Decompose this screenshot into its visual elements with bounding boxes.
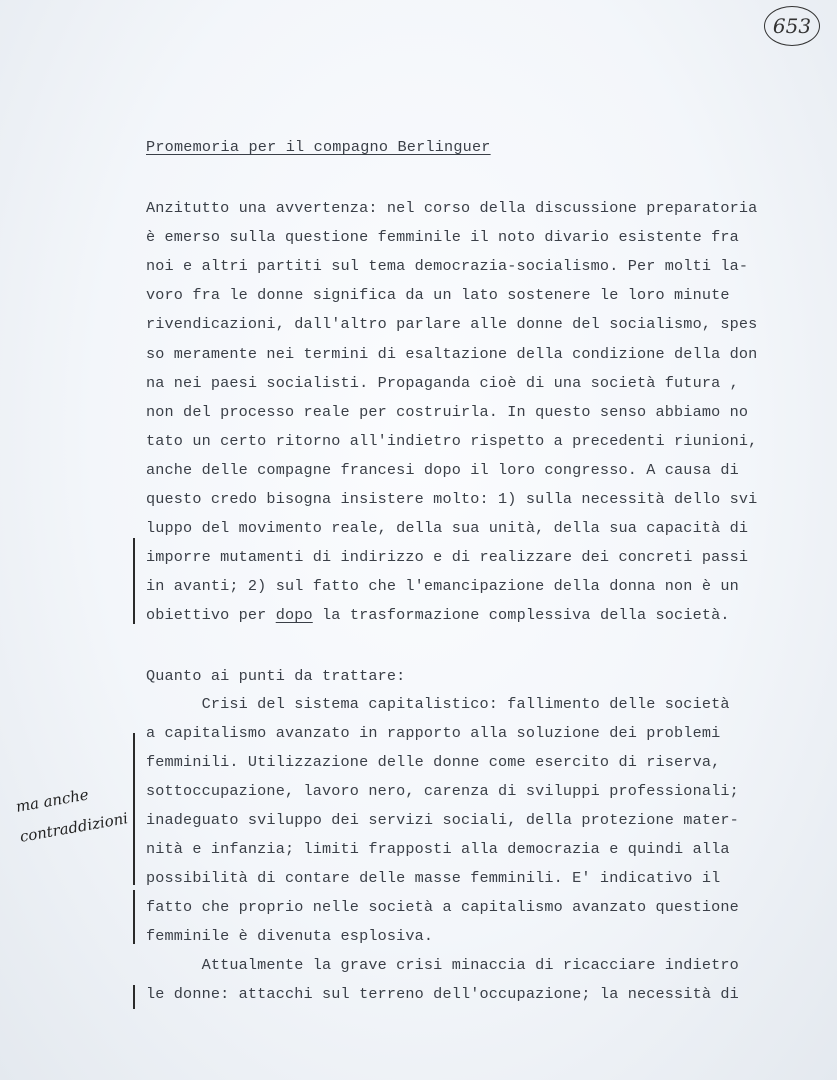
paragraph1-line-8: non del processo reale per costruirla. In questo senso abbiamo no: [146, 402, 749, 421]
paragraph1-line-3: noi e altri partiti sul tema democrazia-socialismo. Per molti la-: [146, 257, 749, 276]
margin-mark-4: [133, 985, 135, 1009]
paragraph1-line-10: anche delle compagne francesi dopo il loro congresso. A causa di: [146, 460, 739, 479]
paragraph1-line-6: so meramente nei termini di esaltazione della condizione della don: [146, 344, 758, 363]
paragraph1-line-2: è emerso sulla questione femminile il noto divario esistente fra: [146, 228, 739, 247]
paragraph1-line-11: questo credo bisogna insistere molto: 1) sulla necessità dello svi: [146, 490, 758, 508]
paragraph1-line-1: Anzitutto una avvertenza: nel corso della discussione preparatoria: [146, 199, 758, 217]
paragraph2-line-9: femminile è divenuta esplosiva.: [146, 927, 434, 945]
paragraph3-line-1: Attualmente la grave crisi minaccia di ricacciare indietro: [146, 956, 739, 974]
section-heading-line-1: Quanto ai punti da trattare:: [146, 667, 406, 685]
paragraph1-line-4: voro fra le donne significa da un lato sostenere le loro minute: [146, 286, 730, 305]
handwritten-note-line-1: ma anche: [14, 785, 90, 816]
paragraph1-line-7: na nei paesi socialisti. Propaganda cioè di una società futura ,: [146, 373, 739, 392]
margin-mark-3: [133, 890, 135, 944]
paragraph2-line-8: fatto che proprio nelle società a capitalismo avanzato questione: [146, 898, 739, 916]
paragraph2-line-3: femminili. Utilizzazione delle donne come esercito di riserva,: [146, 753, 721, 771]
page-number-stamp: 653: [764, 6, 820, 46]
page-title: Promemoria per il compagno Berlinguer: [146, 138, 491, 156]
paragraph2-line-2: a capitalismo avanzato in rapporto alla soluzione dei problemi: [146, 724, 721, 742]
margin-mark-1: [133, 538, 135, 624]
paragraph1-line-9: tato un certo ritorno all'indietro rispetto a precedenti riunioni,: [146, 431, 758, 450]
paragraph1-line-5: rivendicazioni, dall'altro parlare alle donne del socialismo, spes: [146, 315, 758, 334]
paragraph2-line-1: Crisi del sistema capitalistico: fallimento delle società: [146, 695, 730, 713]
paragraph1-line-14: in avanti; 2) sul fatto che l'emancipazione della donna non è un: [146, 577, 739, 596]
paragraph2-line-7: possibilità di contare delle masse femminili. E' indicativo il: [146, 869, 721, 887]
paragraph1-line-15: obiettivo per dopo la trasformazione complessiva della società.: [146, 606, 730, 625]
paragraph1-line-13: imporre mutamenti di indirizzo e di realizzare dei concreti passi: [146, 548, 749, 567]
handwritten-note-line-2: contraddizioni: [18, 809, 130, 846]
margin-mark-2: [133, 733, 135, 885]
paragraph3-line-2: le donne: attacchi sul terreno dell'occupazione; la necessità di: [146, 985, 739, 1003]
paragraph2-line-6: nità e infanzia; limiti frapposti alla democrazia e quindi alla: [146, 840, 730, 858]
paragraph2-line-5: inadeguato sviluppo dei servizi sociali, della protezione mater-: [146, 811, 739, 829]
paragraph2-line-4: sottoccupazione, lavoro nero, carenza di sviluppi professionali;: [146, 782, 739, 800]
paragraph1-line-12: luppo del movimento reale, della sua unità, della sua capacità di: [146, 519, 749, 538]
